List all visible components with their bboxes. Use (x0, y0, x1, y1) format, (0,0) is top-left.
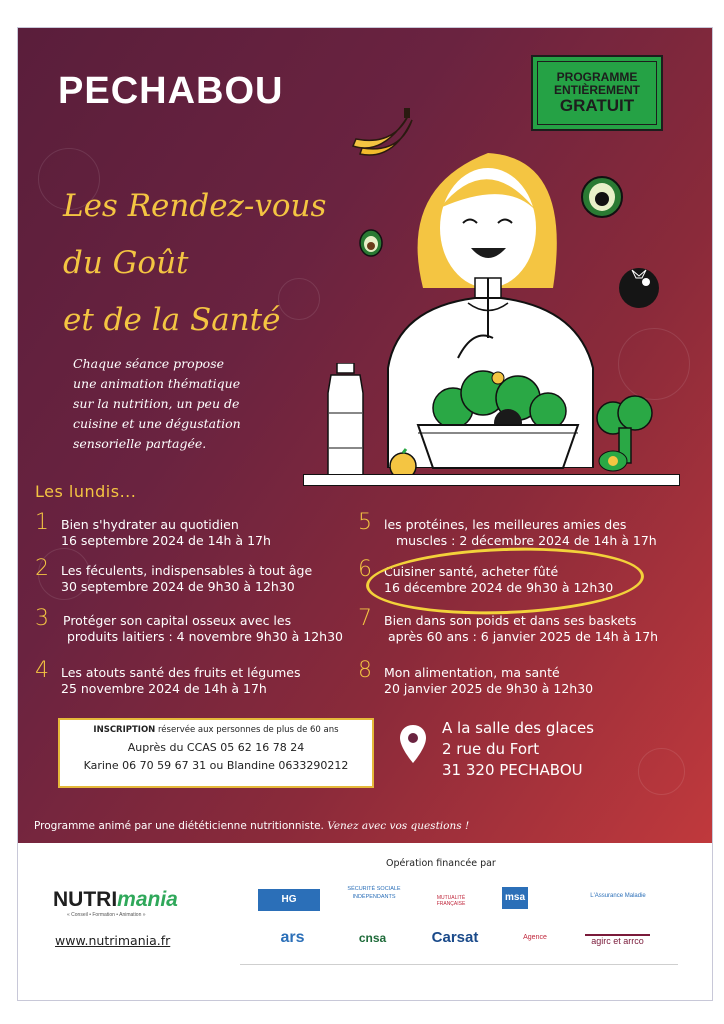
sponsor-logo: SÉCURITÉ SOCIALE INDÉPENDANTS (347, 886, 401, 900)
intro-line: une animation thématique (73, 376, 241, 391)
doodle-decoration (618, 328, 690, 400)
intro-line: cuisine et une dégustation (73, 416, 241, 431)
session-date: après 60 ans : 6 janvier 2025 de 14h à 17h (388, 629, 659, 644)
session-title: Cuisiner santé, acheter fûté (384, 564, 559, 579)
location-pin-icon (400, 725, 426, 763)
session-title: les protéines, les meilleures amies des (384, 517, 627, 532)
session-number: 3 (35, 606, 49, 631)
venue-line: 2 rue du Fort (442, 740, 540, 758)
program-footer-note (34, 820, 469, 832)
session-number: 8 (358, 658, 372, 683)
doodle-decoration (638, 748, 685, 795)
session-date: 20 janvier 2025 de 9h30 à 12h30 (384, 681, 594, 696)
table-illustration (303, 474, 680, 486)
session-date: 16 septembre 2024 de 14h à 17h (61, 533, 271, 548)
broccoli-illustration (593, 393, 663, 473)
tomato-illustration (614, 260, 664, 310)
sponsor-logo: ars (280, 929, 305, 946)
sponsor-logos (240, 871, 678, 965)
footer-note-plain: Programme animé par une diététicienne nutritionniste. (34, 820, 328, 832)
registration-heading-bold: INSCRIPTION (93, 725, 156, 735)
sponsor-logo: MUTUALITÉ FRANÇAISE (436, 895, 466, 907)
session-number: 4 (35, 658, 49, 683)
event-title (63, 178, 326, 349)
session-date: muscles : 2 décembre 2024 de 14h à 17h (396, 533, 657, 548)
badge-line: PROGRAMME (556, 70, 638, 85)
poster-panel (18, 28, 712, 843)
footer-note-script: Venez avec vos questions ! (327, 820, 470, 832)
session-number: 6 (358, 557, 372, 582)
nutrimania-logo (53, 888, 178, 918)
session-title: Les atouts santé des fruits et légumes (61, 665, 301, 680)
session-title: Mon alimentation, ma santé (384, 665, 560, 680)
mondays-label: Les lundis... (35, 482, 137, 501)
sponsor-logo: HG (258, 889, 320, 911)
sponsor-logo: agirc et arrco (585, 934, 650, 946)
intro-text (73, 354, 323, 454)
registration-contact: Auprès du CCAS 05 62 16 78 24 (127, 741, 305, 754)
session-title: Protéger son capital osseux avec les (63, 613, 292, 628)
venue-line: 31 320 PECHABOU (442, 761, 583, 779)
sponsor-logo: msa (502, 887, 528, 909)
nutrimania-logo-part: mania (117, 888, 178, 911)
nutrimania-tagline: « Conseil • Formation • Animation » (67, 912, 146, 918)
session-number: 7 (358, 606, 372, 631)
session-number: 2 (35, 556, 49, 581)
sponsor-logo: Agence (523, 934, 547, 941)
flyer-sheet (17, 27, 713, 1001)
sponsor-logo: L'Assurance Maladie (590, 893, 646, 899)
nutrimania-logo-part: NUTRI (53, 888, 118, 911)
registration-box (58, 718, 374, 788)
highlight-circle (365, 543, 645, 619)
session-number: 5 (358, 510, 372, 535)
salad-bowl-illustration (398, 353, 598, 478)
session-date: 16 décembre 2024 de 9h30 à 12h30 (384, 580, 614, 595)
venue-line: A la salle des glaces (442, 719, 594, 737)
website-link[interactable]: www.nutrimania.fr (55, 933, 171, 948)
event-title-line: et de la Santé (63, 302, 281, 338)
session-title: Bien dans son poids et dans ses baskets (384, 613, 637, 628)
venue-address (442, 718, 594, 781)
registration-heading-rest: réservée aux personnes de plus de 60 ans (155, 725, 339, 735)
event-title-line: Les Rendez-vous (63, 188, 327, 224)
session-title: Bien s'hydrater au quotidien (61, 517, 239, 532)
badge-line: ENTIÈREMENT (553, 83, 640, 98)
event-title-line: du Goût (63, 245, 189, 281)
session-date: produits laitiers : 4 novembre 9h30 à 12h30 (67, 629, 343, 644)
intro-line: sur la nutrition, un peu de (73, 396, 240, 411)
session-date: 25 novembre 2024 de 14h à 17h (61, 681, 267, 696)
registration-heading (60, 725, 372, 735)
intro-line: Chaque séance propose (73, 356, 225, 371)
sponsor-logo: cnsa (358, 931, 387, 945)
town-title: PECHABOU (58, 70, 284, 112)
registration-contact: Karine 06 70 59 67 31 ou Blandine 0633290212 (83, 759, 349, 772)
water-bottle-illustration (323, 363, 368, 478)
free-programme-badge (531, 55, 663, 131)
financed-by-label: Opération financée par (386, 858, 496, 869)
sponsor-logo: Carsat (431, 929, 479, 946)
session-title: Les féculents, indispensables à tout âge (61, 563, 313, 578)
badge-line: GRATUIT (559, 95, 635, 115)
intro-line: sensorielle partagée. (73, 436, 207, 451)
session-date: 30 septembre 2024 de 9h30 à 12h30 (61, 579, 295, 594)
session-number: 1 (35, 510, 49, 535)
